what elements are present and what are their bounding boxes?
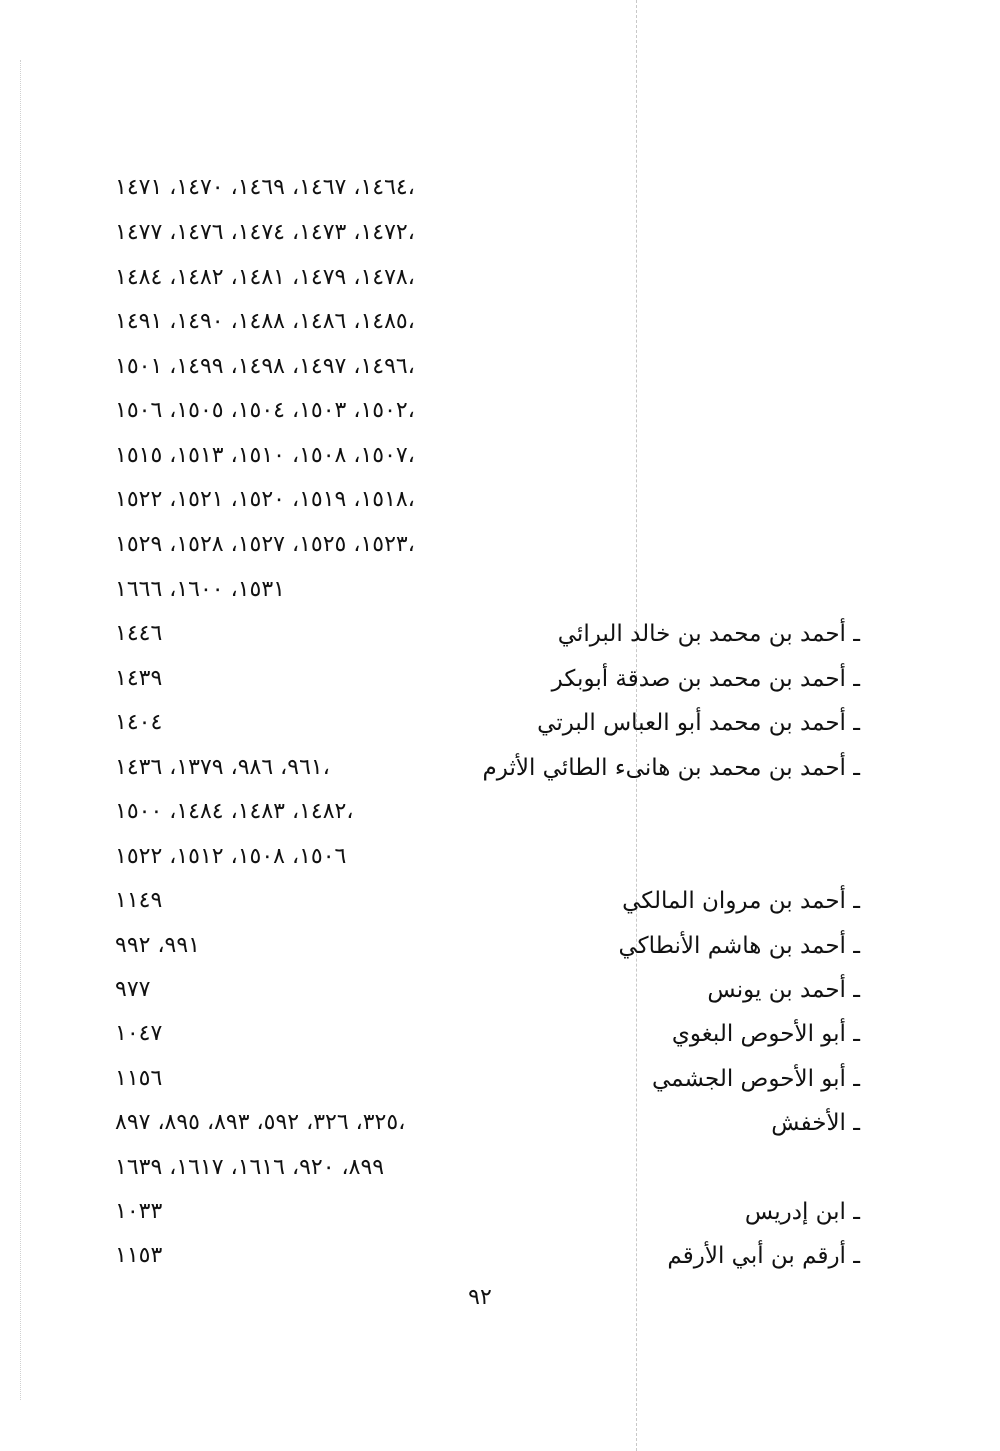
entry-page-refs: ٩٦١، ٩٨٦، ١٣٧٩، ١٤٣٦، bbox=[115, 755, 330, 780]
entry-page-refs: ٩٧٧ bbox=[115, 977, 151, 1002]
index-entry bbox=[100, 1014, 880, 1054]
index-entry bbox=[100, 391, 880, 431]
index-entry bbox=[100, 480, 880, 520]
index-entry bbox=[100, 213, 880, 253]
entry-page-refs: ٩٩١، ٩٩٢ bbox=[115, 933, 200, 958]
entry-page-refs: ١٥٠٧، ١٥٠٨، ١٥١٠، ١٥١٣، ١٥١٥، bbox=[115, 443, 415, 468]
entry-page-refs: ١١٥٣ bbox=[115, 1243, 163, 1268]
index-entry bbox=[100, 1148, 880, 1188]
index-entry bbox=[100, 926, 880, 966]
index-entry bbox=[100, 837, 880, 877]
entry-name: ـ أحمد بن محمد بن هانىء الطائي الأثرم bbox=[482, 755, 860, 781]
entry-name: ـ أحمد بن هاشم الأنطاكي bbox=[618, 933, 860, 959]
entry-page-refs: ١٥٠٦، ١٥٠٨، ١٥١٢، ١٥٢٢ bbox=[115, 844, 347, 869]
entry-page-refs: ٨٩٩، ٩٢٠، ١٦١٦، ١٦١٧، ١٦٣٩ bbox=[115, 1155, 385, 1180]
entry-page-refs: ١٤٤٦ bbox=[115, 621, 163, 646]
entry-name: ـ أحمد بن محمد بن صدقة أبوبكر bbox=[551, 666, 860, 692]
entry-name: ـ ابن إدريس bbox=[744, 1199, 860, 1225]
index-entry bbox=[100, 792, 880, 832]
entry-name: ـ أبو الأحوص الجشمي bbox=[652, 1066, 860, 1092]
entry-page-refs: ١٤٨٢، ١٤٨٣، ١٤٨٤، ١٥٠٠، bbox=[115, 799, 354, 824]
index-entry bbox=[100, 168, 880, 208]
entry-page-refs: ١٥٢٣، ١٥٢٥، ١٥٢٧، ١٥٢٨، ١٥٢٩، bbox=[115, 532, 415, 557]
entry-page-refs: ١٠٤٧ bbox=[115, 1021, 163, 1046]
entry-page-refs: ١٠٣٣ bbox=[115, 1199, 163, 1224]
entry-name: ـ أحمد بن محمد بن خالد البرائي bbox=[557, 621, 860, 647]
entry-name: ـ أبو الأحوص البغوي bbox=[671, 1021, 860, 1047]
entry-page-refs: ١٥٠٢، ١٥٠٣، ١٥٠٤، ١٥٠٥، ١٥٠٦، bbox=[115, 398, 415, 423]
entry-page-refs: ١٤٧٨، ١٤٧٩، ١٤٨١، ١٤٨٢، ١٤٨٤، bbox=[115, 265, 415, 290]
entry-page-refs: ١٤٠٤ bbox=[115, 710, 163, 735]
index-entry bbox=[100, 1236, 880, 1276]
index-entry bbox=[100, 258, 880, 298]
entry-page-refs: ١٤٧٢، ١٤٧٣، ١٤٧٤، ١٤٧٦، ١٤٧٧، bbox=[115, 220, 415, 245]
entry-page-refs: ١٥٣١، ١٦٠٠، ١٦٦٦ bbox=[115, 577, 285, 602]
entry-name: ـ الأخفش bbox=[771, 1110, 860, 1136]
page-number: ٩٢ bbox=[468, 1285, 492, 1310]
index-entry bbox=[100, 1059, 880, 1099]
entry-name: ـ أحمد بن يونس bbox=[707, 977, 860, 1003]
entry-page-refs: ١٤٨٥، ١٤٨٦، ١٤٨٨، ١٤٩٠، ١٤٩١، bbox=[115, 309, 415, 334]
entry-page-refs: ١١٤٩ bbox=[115, 888, 163, 913]
scan-margin-dots bbox=[20, 60, 21, 1400]
entry-page-refs: ١٤٦٤، ١٤٦٧، ١٤٦٩، ١٤٧٠، ١٤٧١، bbox=[115, 175, 415, 200]
entry-name: ـ أحمد بن محمد أبو العباس البرتي bbox=[537, 710, 860, 736]
index-entry bbox=[100, 302, 880, 342]
entry-page-refs: ١١٥٦ bbox=[115, 1066, 163, 1091]
entry-page-refs: ١٤٩٦، ١٤٩٧، ١٤٩٨، ١٤٩٩، ١٥٠١، bbox=[115, 354, 415, 379]
entry-page-refs: ١٥١٨، ١٥١٩، ١٥٢٠، ١٥٢١، ١٥٢٢، bbox=[115, 487, 415, 512]
index-entry bbox=[100, 703, 880, 743]
entry-page-refs: ١٤٣٩ bbox=[115, 666, 163, 691]
index-entry bbox=[100, 1192, 880, 1232]
index-entry bbox=[100, 881, 880, 921]
index-entry bbox=[100, 970, 880, 1010]
entry-name: ـ أرقم بن أبي الأرقم bbox=[667, 1243, 860, 1269]
index-entry bbox=[100, 525, 880, 565]
index-entry bbox=[100, 659, 880, 699]
index-entry bbox=[100, 570, 880, 610]
index-entry bbox=[100, 436, 880, 476]
entry-page-refs: ٣٢٥، ٣٢٦، ٥٩٢، ٨٩٣، ٨٩٥، ٨٩٧، bbox=[115, 1110, 406, 1135]
index-entry bbox=[100, 614, 880, 654]
index-entry bbox=[100, 1103, 880, 1143]
index-entry bbox=[100, 748, 880, 788]
index-entry bbox=[100, 347, 880, 387]
entry-name: ـ أحمد بن مروان المالكي bbox=[622, 888, 860, 914]
